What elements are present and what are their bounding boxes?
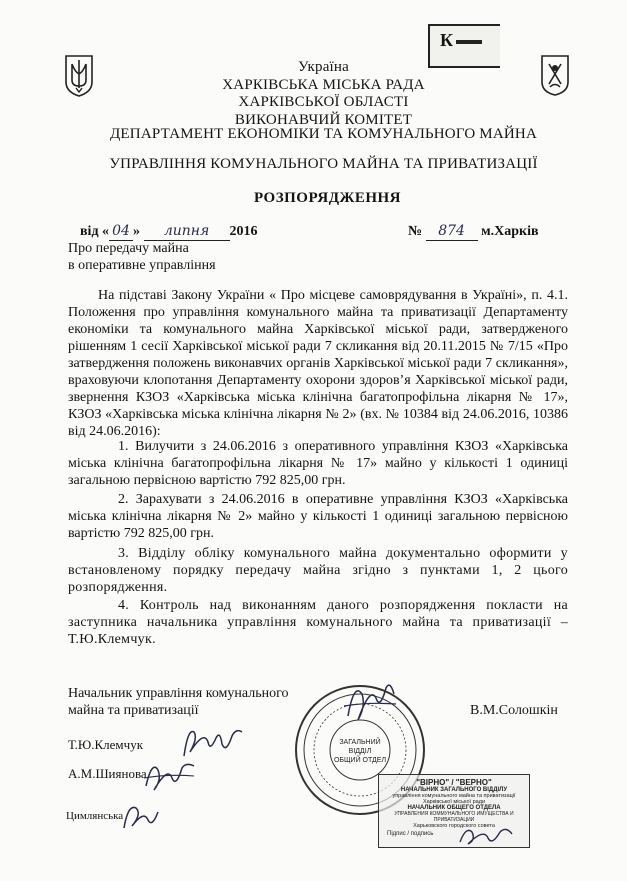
stamp-line-6: УПРАВЛЕНИЯ КОММУНАЛЬНОГО ИМУЩЕСТВА И ПРИВАТИЗАЦИИ [394, 811, 514, 823]
body-item-1: 1. Вилучити з 24.06.2016 з оперативного управління КЗОЗ «Харківська міська клінічна багатопрофільна лікарня № 17» майно у кількості 1 одиниці загальною первісною вартістю 792 825,00 грн. [68, 439, 568, 488]
subject-line-1: Про передачу майна [68, 241, 189, 256]
stamp-line-2: НАЧАЛЬНИК ЗАГАЛЬНОГО ВІДДІЛУ [400, 787, 508, 793]
date-mid: » [133, 224, 141, 239]
number-label: № [408, 224, 423, 239]
city: м.Харків [481, 224, 539, 239]
date-month: липня [144, 223, 230, 241]
approver-klemchuk: Т.Ю.Клемчук [68, 737, 144, 752]
subject-line-2: в оперативне управління [68, 258, 216, 273]
round-stamp-center-1: ЗАГАЛЬНИЙ [339, 739, 381, 746]
header-committee: ВИКОНАВЧИЙ КОМІТЕТ [234, 112, 413, 128]
stamp-line-7: Харьковского городского совета [413, 823, 495, 829]
approver-tsymlianska: Цимлянська [66, 810, 124, 822]
signature-tsymlianska [118, 798, 168, 838]
approver-shiyanova: А.М.Шиянова [68, 766, 147, 781]
stamp-line-3: управління комунального майна та приватизації [392, 793, 516, 799]
number-line [408, 223, 578, 241]
body-item-3: 3. Відділу обліку комунального майна документально оформити у встановленому порядку передачу майна згідно з пунктами 1, 2 цього розпорядження. [68, 546, 568, 595]
stamp-line-4: Харківської міської ради [422, 799, 486, 805]
document-number: 874 [426, 223, 478, 241]
date-prefix: від « [80, 224, 110, 239]
head-title-1: Начальник управління комунального [68, 686, 289, 701]
body-preamble: На підставі Закону України « Про місцеве самоврядування в Україні», п. 4.1. Положення про управління комунального майна та приватизації Департаменту економіки та комунального майна Харківської міської ради, затвердженого рішенням 1 сесії Харківської міської ради 7 скликання від 20.11.2015 № 7/15 «Про затвердження положень виконавчих органів Харківської міської ради 7 скликання», враховуючи клопотання Департаменту охорони здоров’я Харківської міської ради, звернення КЗОЗ «Харківська міська клінічна багатопрофільна лікарня № 17», КЗОЗ «Харківська міська клінічна лікарня № 2» (вх. № 10384 від 24.06.2016, 10386 від 24.06.2016): [68, 288, 568, 439]
date-day: 04 [109, 223, 133, 241]
head-title-2: майна та приватизації [68, 703, 199, 718]
signature-certifier [456, 822, 516, 850]
stamp-line-5: НАЧАЛЬНИК ОБЩЕГО ОТДЕЛА [407, 805, 501, 811]
round-stamp-center-2: ВІДДІЛ [348, 748, 372, 755]
header-council: ХАРКІВСЬКА МІСЬКА РАДА [222, 77, 425, 93]
signature-shiyanova [140, 756, 200, 798]
date-year: 2016 [229, 224, 258, 239]
round-stamp-center-3: ОБЩИЙ ОТДЕЛ [333, 757, 387, 764]
date-line [80, 223, 340, 241]
header-directorate: УПРАВЛІННЯ КОМУНАЛЬНОГО МАЙНА ТА ПРИВАТИЗАЦІЇ [109, 156, 538, 172]
header-country: Україна [298, 59, 349, 75]
stamp-line-1: "ВІРНО" / "ВЕРНО" [416, 778, 492, 787]
head-name: В.М.Солошкін [470, 703, 558, 718]
body-item-4: 4. Контроль над виконанням даного розпорядження покласти на заступника начальника управління комунального майна та приватизації – Т.Ю.Клемчук. [68, 598, 568, 647]
document-title: РОЗПОРЯДЖЕННЯ [253, 190, 402, 206]
body-item-2: 2. Зарахувати з 24.06.2016 в оперативне управління КЗОЗ «Харківська міська клінічна лікарня № 2» майно у кількості 1 одиниці загальною первісною вартістю 792 825,00 грн. [68, 492, 568, 541]
header-department: ДЕПАРТАМЕНТ ЕКОНОМІКИ ТА КОМУНАЛЬНОГО МАЙНА [110, 126, 537, 142]
corner-stamp-text: К [440, 30, 455, 50]
header-oblast: ХАРКІВСЬКОЇ ОБЛАСТІ [238, 94, 409, 110]
stamp-line-8: Підпис / подпись [387, 831, 434, 837]
